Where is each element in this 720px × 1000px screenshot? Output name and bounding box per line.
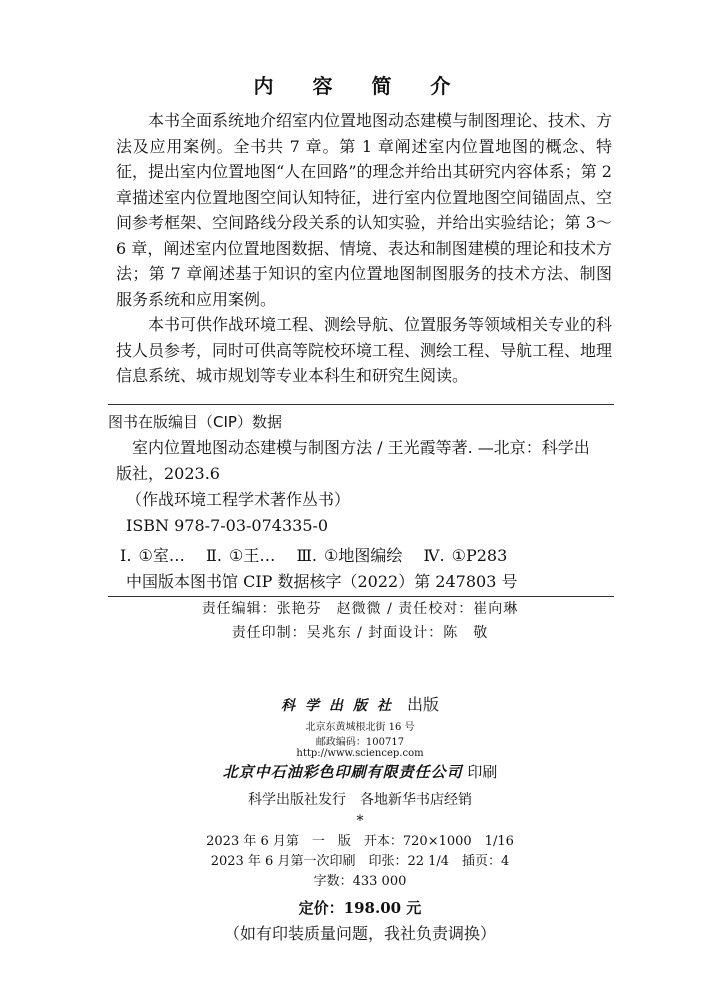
- printer-line: [0, 761, 720, 782]
- credits: [0, 597, 720, 645]
- cip-isbn: ISBN 978-7-03-074335-0: [126, 516, 329, 535]
- word-count: 字数：433 000: [313, 874, 407, 889]
- publisher-postcode: 邮政编码：100717: [315, 737, 405, 748]
- summary-title: 内 容 简 介: [253, 74, 467, 98]
- price: 定价：198.00 元: [298, 899, 422, 917]
- cip-series: （作战环境工程学术著作丛书）: [126, 490, 351, 509]
- edition-line-1: 2023 年 6 月第 一 版 开本：720×1000 1/16: [206, 834, 514, 849]
- publisher-name: 科学出版社: [280, 698, 401, 714]
- publisher-address: 北京东黄城根北街 16 号: [305, 722, 415, 733]
- separator-star: *: [356, 813, 364, 829]
- publisher-suffix: 出版: [406, 695, 439, 714]
- printer-name: 北京中石油彩色印刷有限责任公司: [222, 763, 463, 781]
- printer-suffix: 印刷: [467, 763, 498, 781]
- cip-heading: 图书在版编目（CIP）数据: [108, 413, 282, 431]
- cip-title-line: 室内位置地图动态建模与制图方法 / 王光霞等著. —北京：科学出: [132, 438, 590, 457]
- summary-body: [116, 108, 612, 389]
- publisher-line: [0, 692, 720, 715]
- cip-class-1: Ⅰ. ①室…: [120, 546, 185, 565]
- distribution: 科学出版社发行 各地新华书店经销: [248, 792, 472, 808]
- summary-paragraph-2: 本书可供作战环境工程、测绘导航、位置服务等领域相关专业的科技人员参考，同时可供高等院校环境工程、测绘工程、导航工程、地理信息系统、城市规划等专业本科生和研究生阅读。: [116, 315, 613, 385]
- cip-classification: [116, 543, 616, 569]
- summary-paragraph-1: 本书全面系统地介绍室内位置地图动态建模与制图理论、技术、方法及应用案例。全书共 7 章。第 1 章阐述室内位置地图的概念、特征，提出室内位置地图“人在回路”的理念并给出其研究内容体系；第 2 章描述室内位置地图空间认知特征，进行室内位置地图空间锚固点、空间参考框架、空间路线分段关系的认知实验，并给出实验结论；第 3～6 章，阐述室内位置地图数据、情境、表达和制图建模的理论和技术方法；第 7 章阐述基于知识的室内位置地图制图服务的技术方法、制图服务系统和应用案例。: [116, 111, 613, 309]
- cip-verification: 中国版本图书馆 CIP 数据核字（2022）第 247803 号: [126, 572, 518, 591]
- cip-title-line-cont: 版社，2023.6: [116, 464, 220, 483]
- edition-info: [0, 832, 720, 892]
- cip-class-4: Ⅳ. ①P283: [423, 546, 508, 565]
- credits-production: 责任印制：吴兆东 / 封面设计：陈 敬: [231, 625, 489, 641]
- publisher-website: http://www.sciencep.com: [296, 748, 424, 759]
- edition-line-2: 2023 年 6 月第一次印刷 印张：22 1/4 插页：4: [210, 854, 510, 869]
- credits-editors: 责任编辑：张艳芬 赵微微 / 责任校对：崔向琳: [201, 601, 519, 617]
- cip-block: [108, 409, 616, 595]
- cip-class-3: Ⅲ. ①地图编绘: [296, 546, 403, 565]
- divider-top: [108, 404, 614, 405]
- cip-class-2: Ⅱ. ①王…: [205, 546, 276, 565]
- quality-note: （如有印装质量问题，我社负责调换）: [223, 924, 496, 943]
